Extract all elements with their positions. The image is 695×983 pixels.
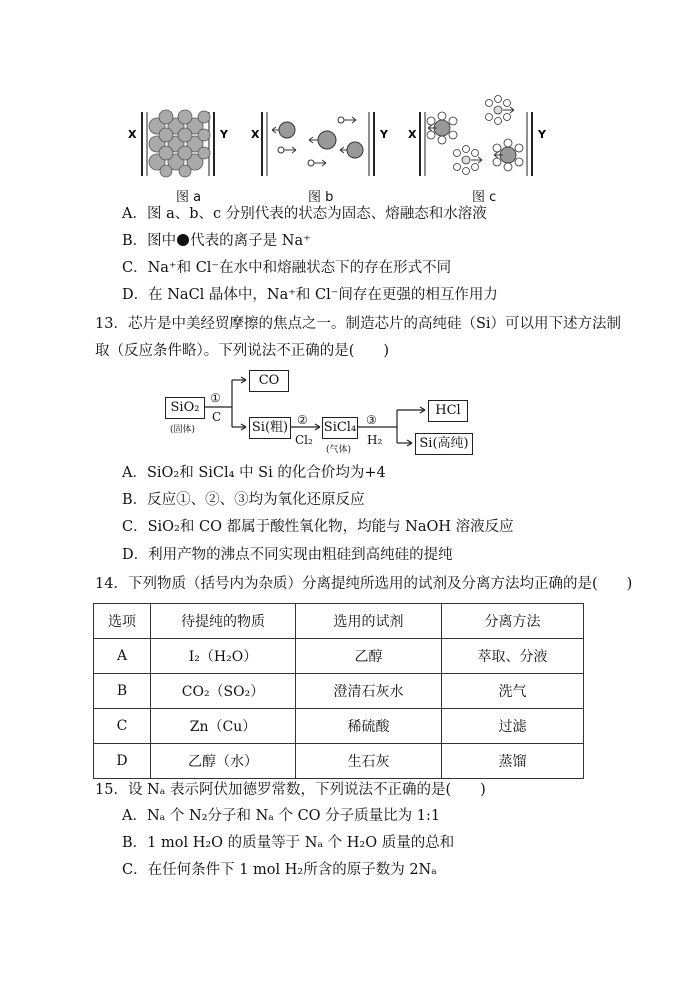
co-box: CO	[249, 370, 289, 392]
table-header-cell: 选用的试剂	[296, 604, 442, 639]
electrode-x-label-c: X	[408, 128, 417, 141]
figure-b-drawing	[251, 112, 389, 176]
step2-marker: ②	[297, 413, 308, 427]
q12-option-d: D．在 NaCl 晶体中，Na⁺和 Cl⁻间存在更强的相互作用力	[122, 287, 498, 303]
table-header-cell: 分离方法	[442, 604, 584, 639]
reagent-h2-label: H₂	[367, 433, 383, 447]
table-header-row	[94, 604, 584, 639]
table-row	[94, 639, 584, 674]
table-cell: A	[94, 639, 151, 674]
table-header-cell: 选项	[94, 604, 151, 639]
figure-c-drawing	[408, 96, 547, 177]
table-cell: C	[94, 709, 151, 744]
electrode-x-label-b: X	[251, 128, 260, 141]
separation-table	[93, 603, 584, 779]
figure-a-drawing	[128, 110, 229, 177]
reagent-cl2-label: Cl₂	[295, 433, 313, 447]
table-row	[94, 744, 584, 779]
table-cell: 洗气	[442, 674, 584, 709]
table-cell: 生石灰	[296, 744, 442, 779]
table-cell: 过滤	[442, 709, 584, 744]
q15-stem: 15．设 Nₐ 表示阿伏加德罗常数，下列说法不正确的是( )	[95, 782, 486, 798]
q14-stem: 14．下列物质（括号内为杂质）分离提纯所选用的试剂及分离方法均正确的是( )	[95, 576, 633, 592]
sicl4-state-label: (气体)	[326, 445, 352, 455]
table-cell: 乙醇（水）	[151, 744, 296, 779]
table-cell: 蒸馏	[442, 744, 584, 779]
figure-b-label: 图 b	[308, 190, 334, 205]
q12-option-b-post: 代表的离子是 Na⁺	[190, 233, 311, 249]
q15-option-a: A．Nₐ 个 N₂分子和 Nₐ 个 CO 分子质量比为 1:1	[122, 808, 441, 824]
q13-stem-line2: 取（反应条件略）。下列说法不正确的是( )	[95, 343, 390, 359]
table-cell: Zn（Cu）	[151, 709, 296, 744]
q12-option-b-pre: B．图中	[122, 233, 177, 249]
table-cell: B	[94, 674, 151, 709]
electrode-x-label-a: X	[128, 128, 137, 141]
hcl-box: HCl	[428, 400, 468, 422]
table-cell: 澄清石灰水	[296, 674, 442, 709]
sio2-box: SiO₂	[165, 397, 205, 419]
si-crude-box: Si(粗)	[249, 417, 291, 439]
q13-option-b: B．反应①、②、③均为氧化还原反应	[122, 492, 365, 508]
q15-option-c: C．在任何条件下 1 mol H₂所含的原子数为 2Nₐ	[122, 862, 437, 878]
q15-option-b: B．1 mol H₂O 的质量等于 Nₐ 个 H₂O 质量的总和	[122, 835, 455, 851]
table-cell: 萃取、分液	[442, 639, 584, 674]
step3-marker: ③	[366, 413, 377, 427]
table-cell: I₂（H₂O）	[151, 639, 296, 674]
q12-option-a: A．图 a、b、c 分别代表的状态为固态、熔融态和水溶液	[122, 206, 487, 222]
electrode-y-label-a: Y	[220, 128, 228, 141]
table-cell: 乙醇	[296, 639, 442, 674]
table-row	[94, 709, 584, 744]
q13-option-c: C．SiO₂和 CO 都属于酸性氧化物，均能与 NaOH 溶液反应	[122, 519, 514, 535]
sio2-state-label: (固体)	[170, 425, 196, 435]
q12-option-b	[122, 231, 311, 251]
step1-marker: ①	[210, 391, 221, 405]
electrode-y-label-b: Y	[380, 128, 388, 141]
table-row	[94, 674, 584, 709]
table-header-cell: 待提纯的物质	[151, 604, 296, 639]
table-cell: CO₂（SO₂）	[151, 674, 296, 709]
table-cell: 稀硫酸	[296, 709, 442, 744]
q12-option-c: C．Na⁺和 Cl⁻在水中和熔融状态下的存在形式不同	[122, 260, 452, 276]
figure-c-label: 图 c	[472, 190, 497, 205]
q13-option-d: D．利用产物的沸点不同实现由粗硅到高纯硅的提纯	[122, 547, 453, 563]
reagent-c-label: C	[212, 410, 222, 424]
electrode-y-label-c: Y	[538, 128, 546, 141]
q13-stem-line1: 13．芯片是中美经贸摩擦的焦点之一。制造芯片的高纯硅（Si）可以用下述方法制	[95, 316, 622, 332]
nacl-state-figures	[0, 0, 695, 190]
si-pure-box: Si(高纯)	[415, 433, 473, 455]
sicl4-box: SiCl₄	[322, 417, 358, 439]
q13-option-a: A．SiO₂和 SiCl₄ 中 Si 的化合价均为+4	[122, 465, 386, 481]
figure-a-label: 图 a	[176, 190, 202, 205]
table-cell: D	[94, 744, 151, 779]
black-ion-icon	[177, 234, 189, 246]
